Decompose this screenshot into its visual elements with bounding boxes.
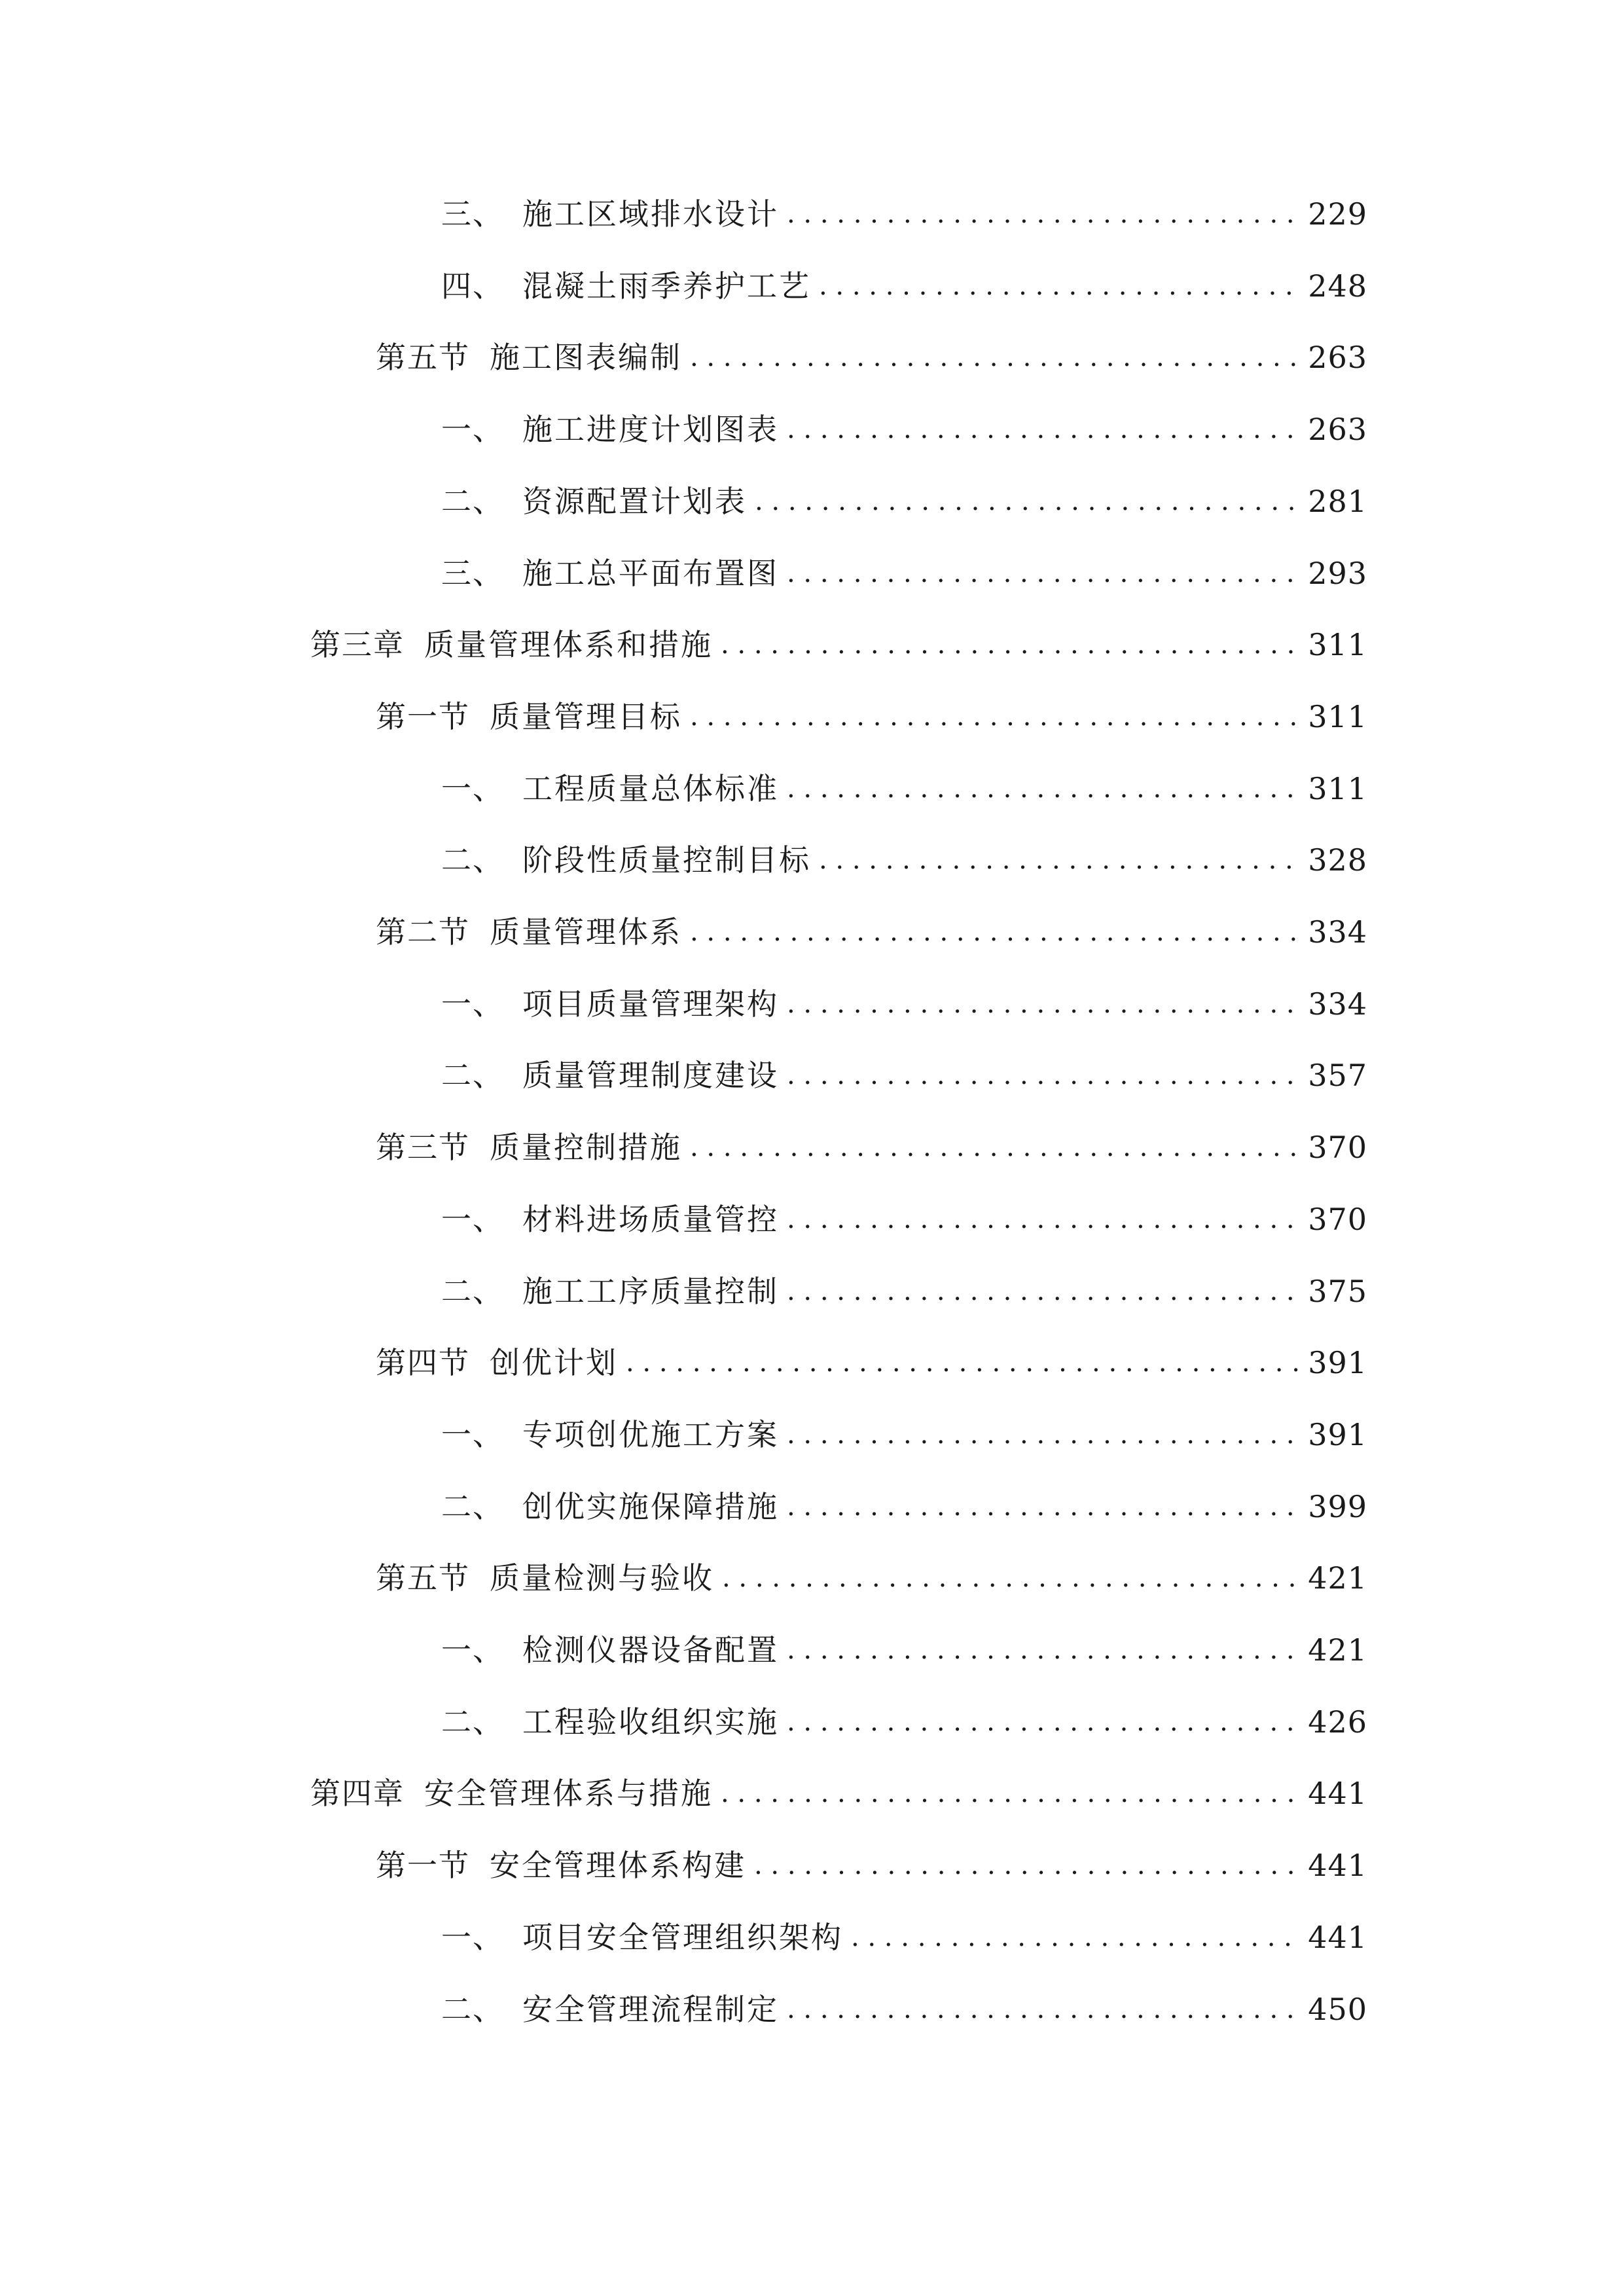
toc-entry-page-number: 441 (1308, 1920, 1367, 1955)
toc-entry[interactable] (376, 909, 1367, 955)
toc-entry-title: 工程验收组织实施 (522, 1704, 779, 1740)
toc-entry-page-number: 328 (1308, 842, 1367, 878)
toc-entry[interactable] (441, 1699, 1367, 1745)
toc-entry[interactable] (441, 1914, 1367, 1960)
toc-entry[interactable] (441, 550, 1367, 596)
toc-entry-marker: 第一节 (376, 1848, 470, 1883)
toc-entry-page-number: 311 (1308, 699, 1367, 734)
toc-entry-page-number: 426 (1308, 1704, 1367, 1740)
toc-dot-leader (787, 1627, 1299, 1673)
toc-entry-marker: 第一节 (376, 699, 470, 734)
toc-dot-leader (754, 1842, 1299, 1888)
toc-entry[interactable] (441, 1986, 1367, 2032)
toc-entry-title: 安全管理体系与措施 (424, 1776, 713, 1811)
toc-entry-page-number: 375 (1308, 1274, 1367, 1309)
toc-entry-title: 施工区域排水设计 (522, 196, 779, 232)
toc-entry-title: 安全管理流程制定 (522, 1992, 779, 2027)
toc-entry[interactable] (441, 478, 1367, 524)
toc-entry[interactable] (376, 334, 1367, 380)
toc-dot-leader (690, 1124, 1299, 1170)
toc-dot-leader (787, 1484, 1299, 1530)
toc-entry[interactable] (441, 406, 1367, 452)
toc-entry-page-number: 391 (1308, 1345, 1367, 1380)
toc-entry-marker: 第五节 (376, 1560, 470, 1596)
toc-entry-page-number: 357 (1308, 1058, 1367, 1093)
toc-entry-marker: 一、 (441, 771, 504, 806)
toc-dot-leader (851, 1914, 1299, 1960)
toc-entry-page-number: 450 (1308, 1992, 1367, 2027)
toc-entry[interactable] (376, 1842, 1367, 1888)
toc-entry[interactable] (376, 1124, 1367, 1170)
toc-entry-marker: 一、 (441, 1202, 504, 1237)
toc-entry[interactable] (441, 1412, 1367, 1458)
toc-entry-marker: 四、 (441, 268, 504, 304)
toc-entry-title: 质量管理制度建设 (522, 1058, 779, 1093)
toc-entry-title: 专项创优施工方案 (522, 1417, 779, 1452)
toc-entry-title: 项目安全管理组织架构 (522, 1920, 843, 1955)
toc-entry[interactable] (441, 766, 1367, 812)
toc-entry-title: 施工工序质量控制 (522, 1274, 779, 1309)
toc-dot-leader (787, 550, 1299, 596)
toc-dot-leader (787, 1699, 1299, 1745)
toc-entry-page-number: 281 (1308, 484, 1367, 519)
toc-entry-page-number: 370 (1308, 1130, 1367, 1165)
toc-entry[interactable] (310, 1770, 1367, 1816)
toc-entry-title: 施工总平面布置图 (522, 556, 779, 591)
toc-entry-page-number: 441 (1308, 1776, 1367, 1811)
toc-entry-page-number: 311 (1308, 627, 1367, 662)
toc-entry-title: 项目质量管理架构 (522, 986, 779, 1022)
toc-dot-leader (787, 1412, 1299, 1458)
toc-entry-marker: 二、 (441, 1274, 504, 1309)
toc-entry-title: 创优实施保障措施 (522, 1489, 779, 1524)
toc-entry-title: 工程质量总体标准 (522, 771, 779, 806)
toc-entry[interactable] (441, 191, 1367, 237)
toc-entry-page-number: 263 (1308, 412, 1367, 447)
toc-entry-marker: 一、 (441, 1632, 504, 1668)
toc-entry-marker: 二、 (441, 1489, 504, 1524)
toc-entry[interactable] (376, 1340, 1367, 1386)
toc-entry-title: 资源配置计划表 (522, 484, 747, 519)
toc-entry[interactable] (441, 1268, 1367, 1314)
toc-entry-page-number: 391 (1308, 1417, 1367, 1452)
toc-entry-page-number: 334 (1308, 986, 1367, 1022)
toc-entry-marker: 第二节 (376, 914, 470, 950)
toc-entry-marker: 第三章 (310, 627, 405, 662)
toc-entry-marker: 第三节 (376, 1130, 470, 1165)
toc-dot-leader (787, 1986, 1299, 2032)
toc-entry-page-number: 293 (1308, 556, 1367, 591)
toc-entry-title: 混凝土雨季养护工艺 (522, 268, 811, 304)
toc-entry-page-number: 441 (1308, 1848, 1367, 1883)
toc-entry[interactable] (376, 694, 1367, 740)
toc-entry[interactable] (376, 1555, 1367, 1601)
toc-dot-leader (787, 981, 1299, 1027)
toc-entry-marker: 二、 (441, 1704, 504, 1740)
toc-entry-marker: 第四章 (310, 1776, 405, 1811)
toc-entry-marker: 二、 (441, 842, 504, 878)
toc-entry-title: 材料进场质量管控 (522, 1202, 779, 1237)
toc-entry-page-number: 421 (1308, 1632, 1367, 1668)
toc-entry-title: 创优计划 (490, 1345, 618, 1380)
toc-entry-page-number: 370 (1308, 1202, 1367, 1237)
toc-entry[interactable] (441, 263, 1367, 309)
toc-dot-leader (787, 766, 1299, 812)
toc-dot-leader (721, 622, 1299, 668)
toc-entry-title: 安全管理体系构建 (490, 1848, 746, 1883)
toc-entry-page-number: 248 (1308, 268, 1367, 304)
toc-entry[interactable] (441, 1052, 1367, 1098)
toc-dot-leader (787, 191, 1299, 237)
toc-entry-page-number: 334 (1308, 914, 1367, 950)
toc-entry-marker: 二、 (441, 1058, 504, 1093)
toc-dot-leader (787, 406, 1299, 452)
toc-entry-title: 质量管理体系和措施 (424, 627, 713, 662)
toc-dot-leader (787, 1268, 1299, 1314)
toc-entry-marker: 一、 (441, 1417, 504, 1452)
toc-entry[interactable] (441, 837, 1367, 883)
toc-entry-marker: 第四节 (376, 1345, 470, 1380)
toc-entry-title: 阶段性质量控制目标 (522, 842, 811, 878)
toc-entry[interactable] (441, 1627, 1367, 1673)
toc-dot-leader (819, 263, 1299, 309)
toc-entry-marker: 三、 (441, 556, 504, 591)
toc-entry-marker: 二、 (441, 484, 504, 519)
toc-entry-title: 施工进度计划图表 (522, 412, 779, 447)
toc-entry-title: 质量控制措施 (490, 1130, 682, 1165)
toc-entry-page-number: 263 (1308, 340, 1367, 375)
toc-entry-marker: 一、 (441, 986, 504, 1022)
toc-entry-marker: 一、 (441, 412, 504, 447)
toc-entry-title: 质量检测与验收 (490, 1560, 714, 1596)
toc-entry-marker: 三、 (441, 196, 504, 232)
toc-dot-leader (787, 1196, 1299, 1242)
toc-entry-page-number: 421 (1308, 1560, 1367, 1596)
toc-dot-leader (755, 478, 1299, 524)
toc-entry[interactable] (441, 981, 1367, 1027)
toc-entry-marker: 二、 (441, 1992, 504, 2027)
toc-entry-title: 质量管理目标 (490, 699, 682, 734)
toc-dot-leader (819, 837, 1299, 883)
toc-dot-leader (787, 1052, 1299, 1098)
toc-entry-title: 施工图表编制 (490, 340, 682, 375)
toc-dot-leader (626, 1340, 1299, 1386)
toc-dot-leader (690, 334, 1299, 380)
toc-dot-leader (690, 909, 1299, 955)
toc-entry-title: 质量管理体系 (490, 914, 682, 950)
toc-entry[interactable] (310, 622, 1367, 668)
toc-entry[interactable] (441, 1484, 1367, 1530)
toc-entry[interactable] (441, 1196, 1367, 1242)
toc-entry-page-number: 311 (1308, 771, 1367, 806)
toc-entry-page-number: 229 (1308, 196, 1367, 232)
toc-dot-leader (690, 694, 1299, 740)
toc-entry-page-number: 399 (1308, 1489, 1367, 1524)
toc-entry-marker: 一、 (441, 1920, 504, 1955)
toc-entry-title: 检测仪器设备配置 (522, 1632, 779, 1668)
toc-dot-leader (722, 1555, 1299, 1601)
toc-entry-marker: 第五节 (376, 340, 470, 375)
toc-dot-leader (721, 1770, 1299, 1816)
